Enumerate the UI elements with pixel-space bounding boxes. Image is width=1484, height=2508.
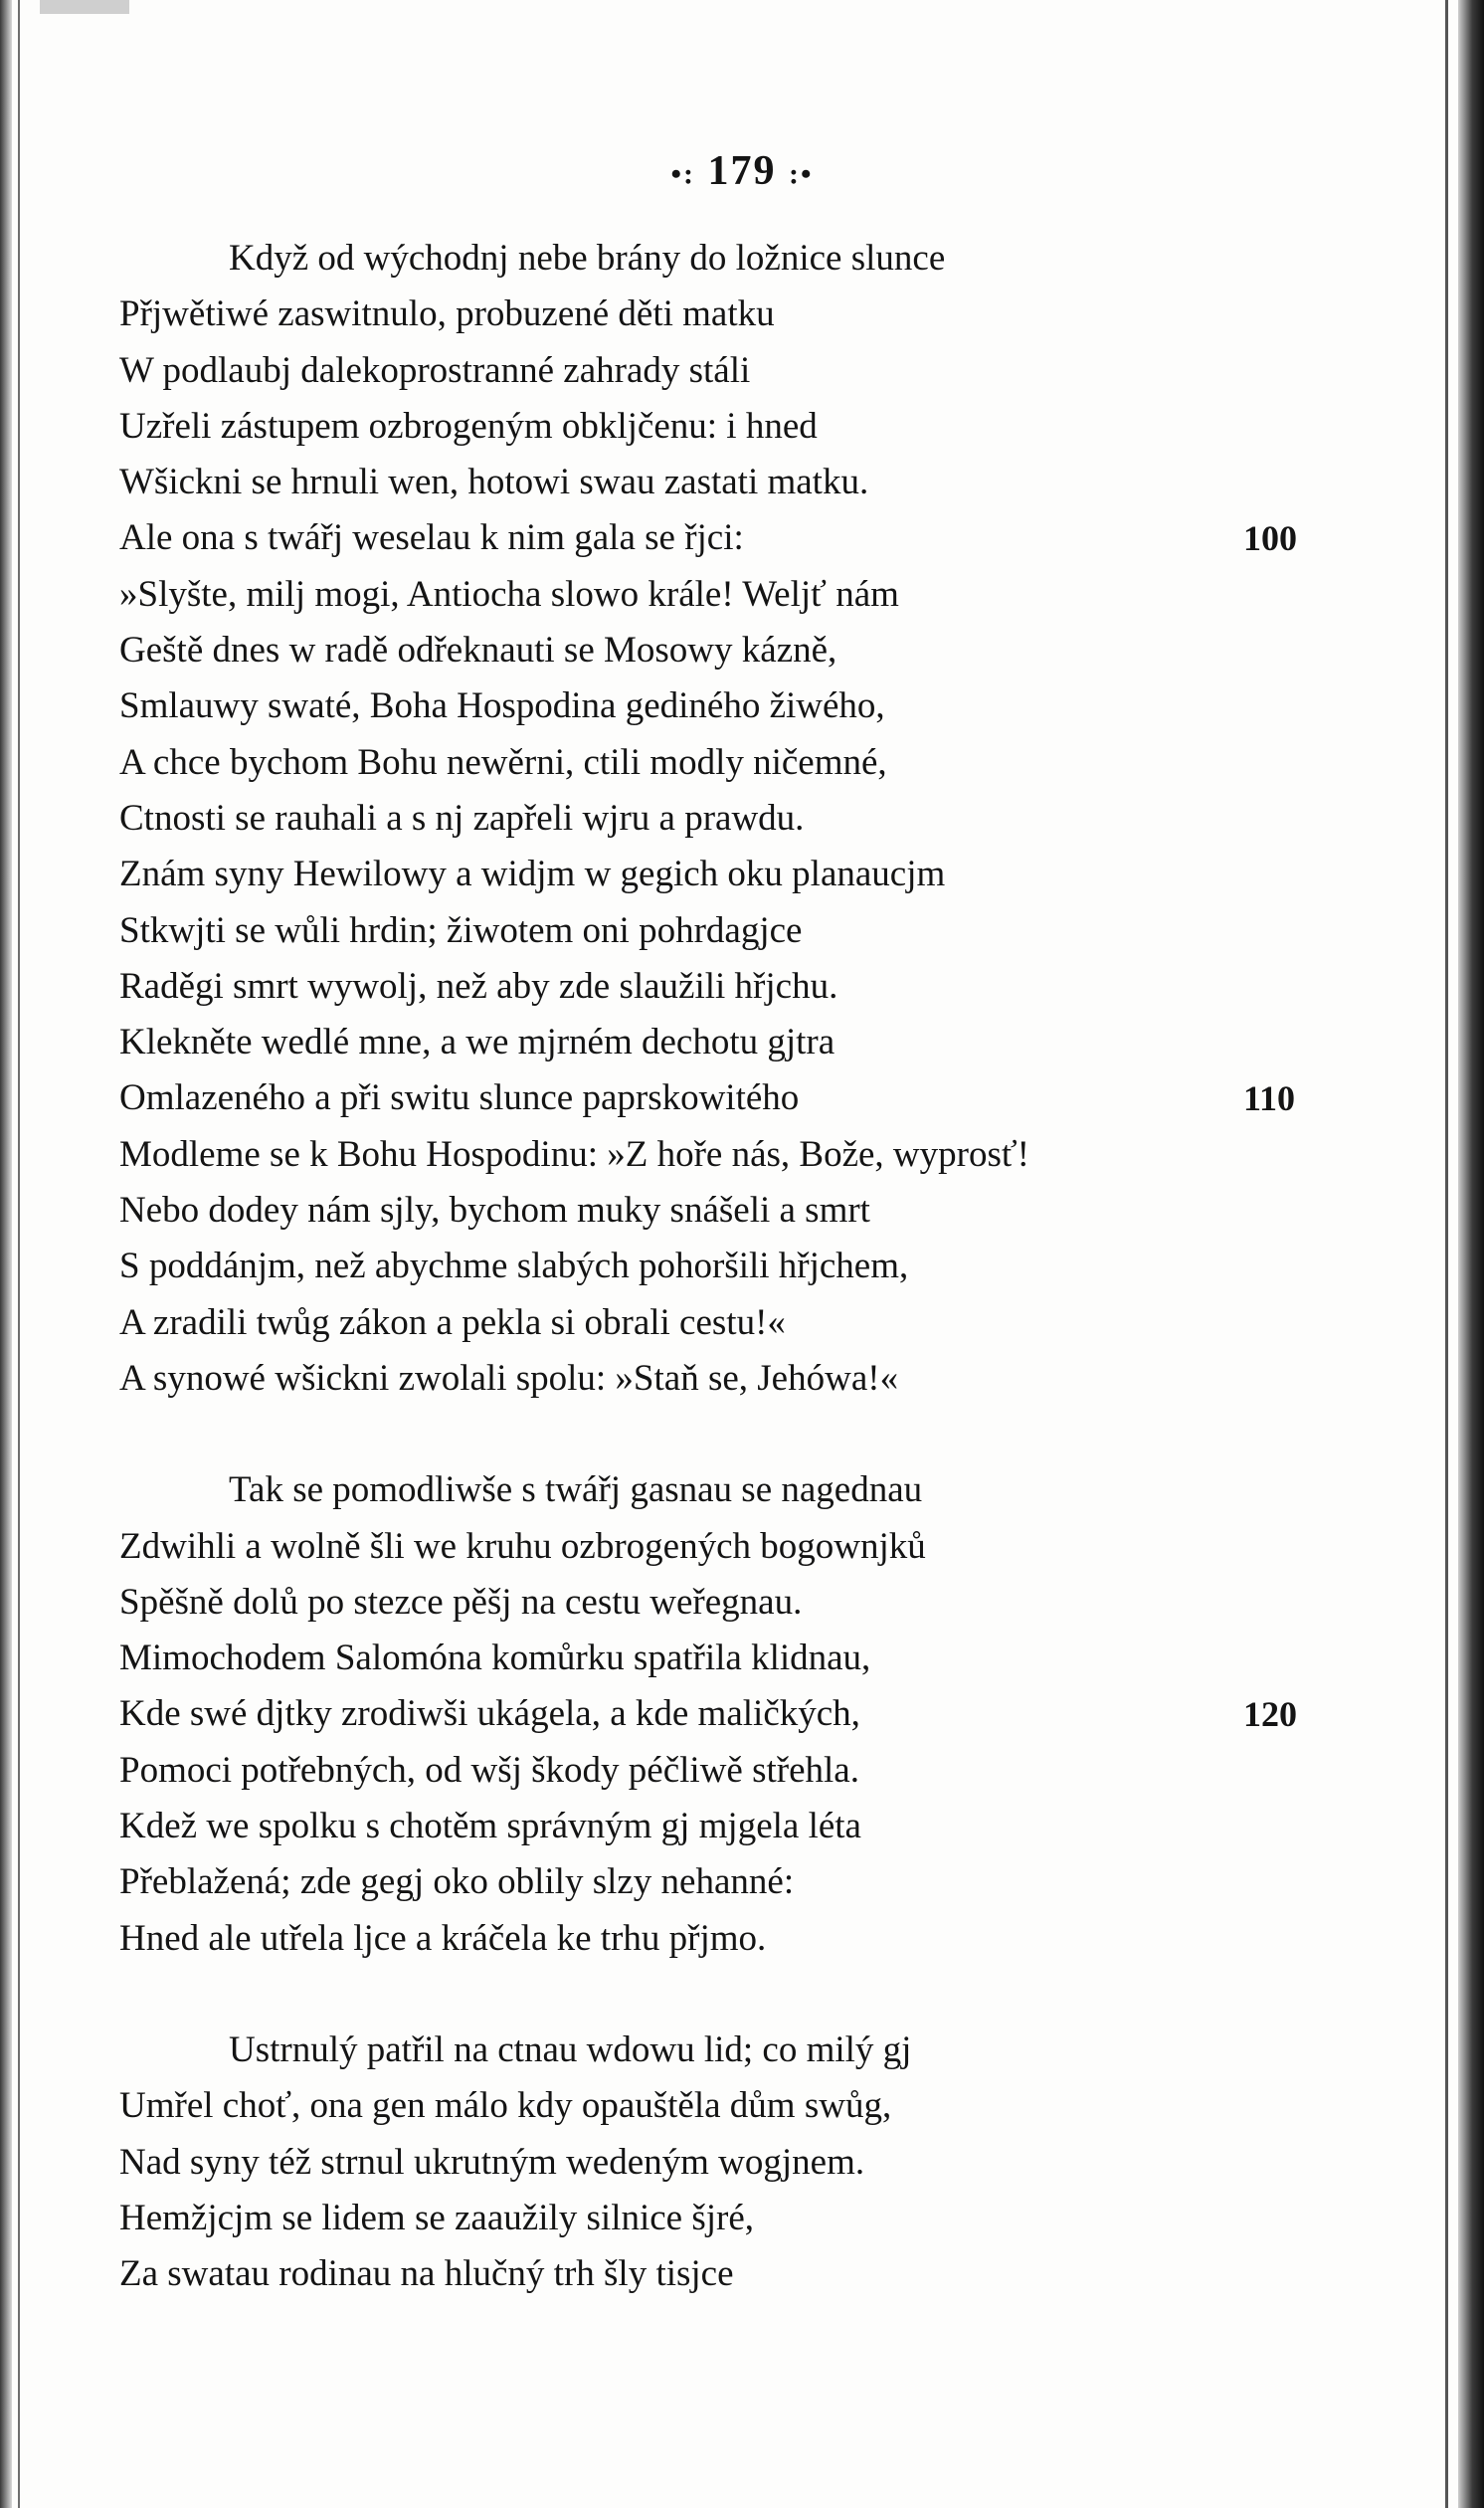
verse-line [119,1295,1313,1351]
verse-line [119,2246,1313,2302]
verse-line [119,2023,1313,2078]
verse-line [119,1631,1313,1686]
verse-line [119,1911,1313,1967]
verse-line [119,399,1313,455]
verse-text: Omlazeného a při switu slunce paprskowitého [119,1077,800,1119]
line-number: 100 [1243,518,1297,559]
verse-text: Tak se pomodliwše s twářj gasnau se nagednau [229,1469,923,1511]
verse-text: A chce bychom Bohu newěrni, ctili modly ničemné, [119,741,887,783]
page-header [0,147,1484,195]
verse-text: Nebo dodey nám sjly, bychom muky snášeli a smrt [119,1190,870,1232]
verse-text: Mimochodem Salomóna komůrku spatřila klidnau, [119,1638,871,1679]
verse-text: Za swatau rodinau na hlučný trh šly tisjce [119,2253,734,2295]
verse-line [119,1127,1313,1183]
verse-line [119,2191,1313,2246]
verse-line [119,567,1313,623]
page-left-edge [0,0,12,2508]
verse-text: Raděgi smrt wywolj, než aby zde slaužili hřjchu. [119,965,838,1007]
verse-line [119,678,1313,734]
verse-text: A zradili twůg zákon a pekla si obrali cestu!« [119,1301,786,1343]
verse-line [119,847,1313,902]
verse-text: Spěšně dolů po stezce pěšj na cestu weřegnau. [119,1581,803,1623]
stanza [119,2023,1313,2302]
verse-text: Wšickni se hrnuli wen, hotowi swau zastati matku. [119,462,869,503]
verse-text: Stkwjti se wůli hrdin; žiwotem oni pohrdagjce [119,909,803,951]
stanza [119,231,1313,1407]
verse-text: Geště dnes w radě odřeknauti se Mosowy kázně, [119,630,837,672]
verse-text: W podlaubj dalekoprostranné zahrady stáli [119,349,751,391]
verse-line [119,959,1313,1015]
verse-text: Pomoci potřebných, od wšj škody péčliwě střehla. [119,1749,859,1791]
verse-line [119,1575,1313,1631]
verse-line [119,1239,1313,1294]
line-number: 120 [1243,1694,1297,1735]
verse-line [119,1462,1313,1518]
verse-text: Kdež we spolku s chotěm správným gj mjgela léta [119,1806,861,1847]
verse-text: Kde swé djtky zrodiwši ukágela, a kde maličkých, [119,1693,860,1735]
scan-corner-mark [40,0,129,14]
verse-line [119,1351,1313,1407]
verse-text: Ctnosti se rauhali a s nj zapřeli wjru a prawdu. [119,797,805,839]
verse-line [119,1015,1313,1070]
page-left-rule [18,0,20,2508]
verse-line [119,287,1313,342]
verse-line [119,2078,1313,2134]
verse-text: Modleme se k Bohu Hospodinu: »Z hoře nás, Bože, wyprosť! [119,1133,1029,1175]
verse-line [119,1070,1313,1126]
verse-line [119,903,1313,959]
verse-text: Ustrnulý patřil na ctnau wdowu lid; co milý gj [229,2028,912,2070]
verse-text: Přjwětiwé zaswitnulo, probuzené děti matku [119,293,775,335]
verse-text: Hned ale utřela ljce a kráčela ke trhu přjmo. [119,1917,767,1959]
verse-line [119,791,1313,847]
verse-line [119,2135,1313,2191]
verse-line [119,1799,1313,1854]
verse-text: Smlauwy swaté, Boha Hospodina gediného žiwého, [119,685,885,727]
verse-line [119,455,1313,510]
verse-line [119,343,1313,399]
verse-line [119,1686,1313,1742]
page-number: 179 [707,148,777,194]
verse-line [119,1519,1313,1575]
verse-text: Když od wýchodnj nebe brány do ložnice slunce [229,238,946,279]
left-ornament: •: [670,157,695,191]
verse-text: Umřel choť, ona gen málo kdy opauštěla dům swůg, [119,2085,892,2127]
verse-text: S poddánjm, než abychme slabých pohoršili hřjchem, [119,1246,909,1287]
verse-text: »Slyšte, milj mogi, Antiocha slowo krále! Weljť nám [119,573,899,615]
verse-text: Zdwihli a wolně šli we kruhu ozbrogených bogownjků [119,1525,926,1567]
verse-line [119,231,1313,287]
verse-text: A synowé wšickni zwolali spolu: »Staň se, Jehówa!« [119,1357,899,1399]
stanza [119,1462,1313,1967]
page-right-edge [1458,0,1484,2508]
verse-text: Nad syny též strnul ukrutným wedeným wogjnem. [119,2141,865,2183]
verse-line [119,735,1313,791]
poem-body [119,231,1313,2358]
line-number: 110 [1243,1078,1296,1119]
verse-text: Hemžjcjm se lidem se zaaužily silnice šjré, [119,2197,755,2238]
verse-line [119,1743,1313,1799]
page-right-rule [1445,0,1448,2508]
right-ornament: :• [789,157,814,191]
verse-text: Znám syny Hewilowy a widjm w gegich oku planaucjm [119,854,946,895]
verse-line [119,510,1313,566]
verse-line [119,623,1313,678]
verse-text: Uzřeli zástupem ozbrogeným obkljčenu: i hned [119,405,818,447]
verse-text: Klekněte wedlé mne, a we mjrném dechotu gjtra [119,1022,835,1063]
verse-text: Ale ona s twářj weselau k nim gala se řjci: [119,517,744,559]
verse-line [119,1854,1313,1910]
verse-line [119,1183,1313,1239]
verse-text: Přeblažená; zde gegj oko oblily slzy nehanné: [119,1861,795,1903]
